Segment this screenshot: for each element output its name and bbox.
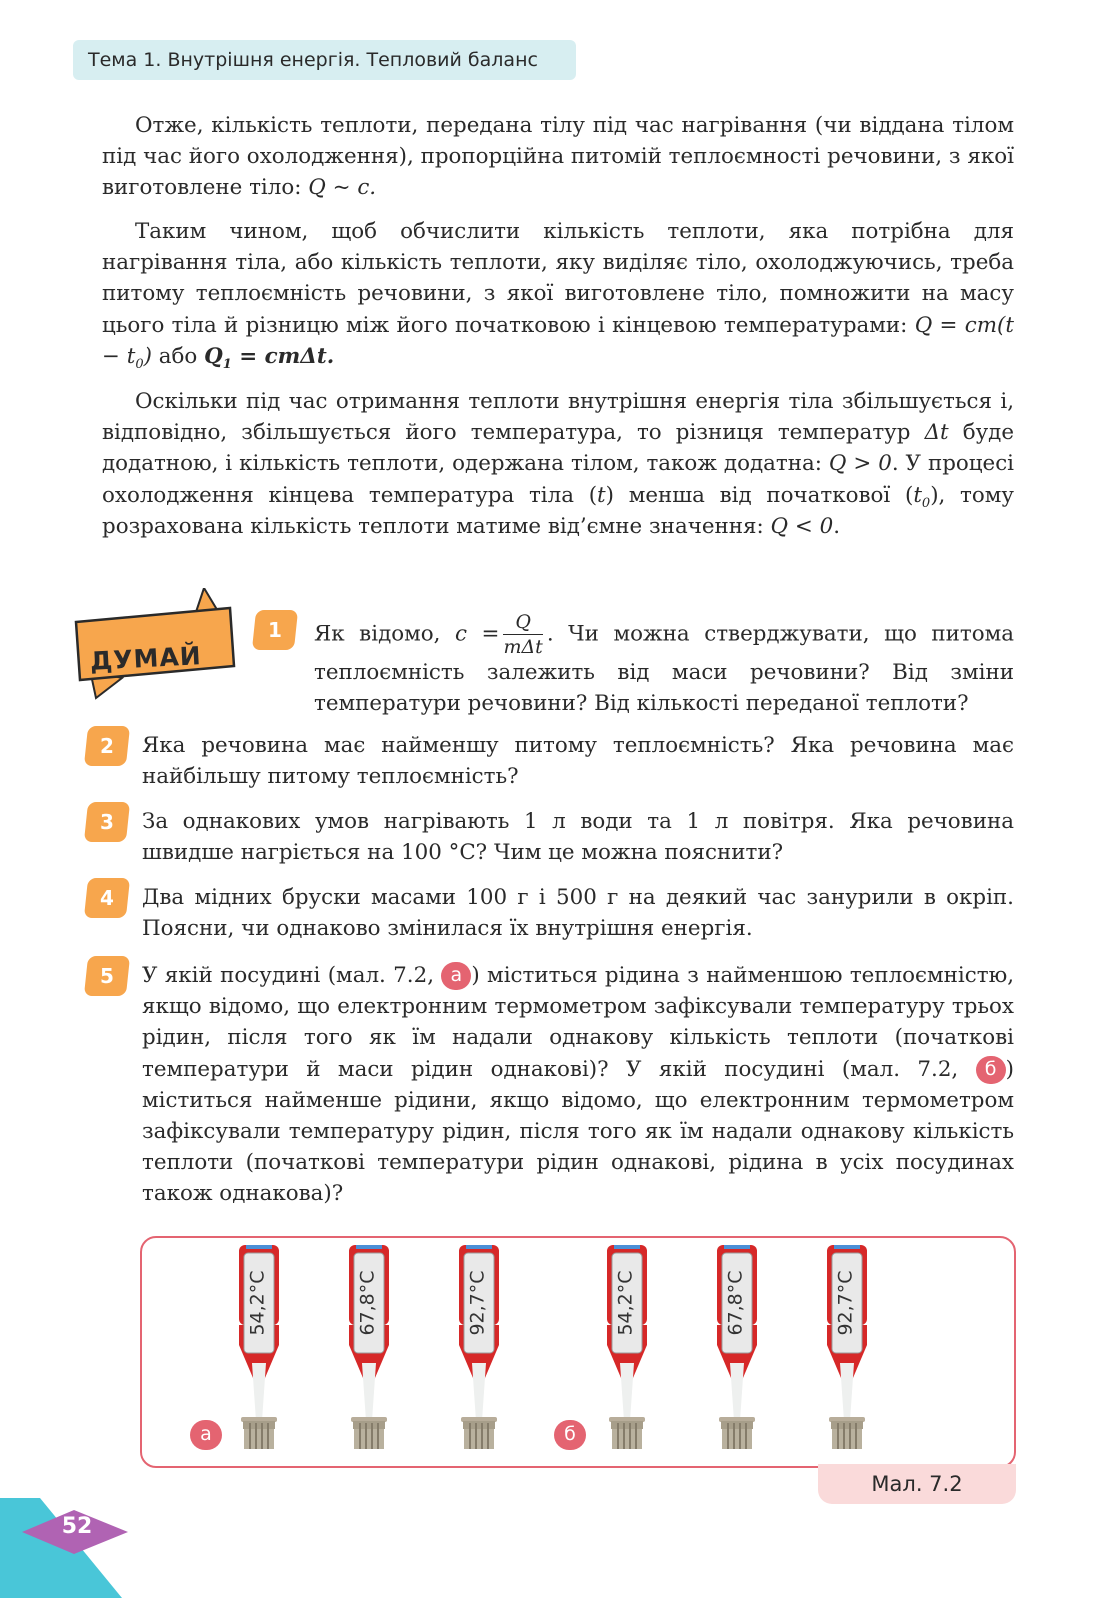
question-1: Як відомо, c = $\frac{Q}{\text{mΔt}}$ . Чи можна стверджувати, що питома теплоємність залежить від маси речовини? Від зміни температури речовини? Від кількості переданої теплоти? [314,611,1015,717]
formula-q-positive: Q > 0 [828,451,892,477]
page-number: 52 [61,1514,93,1539]
figure-caption: Мал. 7.2 [818,1464,1016,1504]
formula-q-negative: Q < 0 [770,513,834,539]
thermometer-reading: 92,7°C [835,1270,858,1336]
thermometer-1 [238,1245,288,1450]
figure-label-b: б [554,1420,586,1450]
fraction-q-over-mdt: $\frac{Q}{\text{mΔt}}$ [503,611,543,658]
figure-label-a: а [190,1420,222,1450]
formula-q-cm: $Q = cm(t - t_0)$ [102,312,1014,372]
thermometer-5 [716,1245,766,1450]
formula-c-eq: c = [454,621,500,647]
badge-a: а [441,962,471,990]
word-or: або [151,343,205,369]
think-label: ДУМАЙ [89,641,203,676]
thermometer-reading: 67,8°C [357,1270,380,1336]
thermometer-reading: 54,2°C [615,1270,638,1336]
thermometer-4 [606,1245,656,1450]
formula-q1-cmdt: $Q_1 = cm\Delta t$. [204,343,335,372]
question-4: Два мідних бруски масами 100 г і 500 г на деякий час занурили в окріп. Поясни, чи однаково змінилася їх внутрішня енергія. [142,885,1014,942]
question-number-2: 2 [84,726,130,766]
paragraph-1-text: Отже, кількість теплоти, передана тілу під час нагрівання (чи віддана тілом під час його охолодження), пропорційна питомій теплоємності речовини, з якої виготовлене тіло: [102,113,1014,201]
formula-q-proportional-c: Q ~ c. [308,175,377,201]
page-corner-decoration-icon [0,1498,130,1598]
thermometer-reading: 54,2°C [247,1270,270,1336]
paragraph-3: Оскільки під час отримання теплоти внутрішня енергія тіла збільшується і, відповідно, збільшується його температура, то різниця температур Δt буде додатною, і кількість теплоти, одержана тілом, також додатна: Q > 0. У процесі охолодження кінцева температура тіла (t) менша від початкової $(t_0)$, тому розрахована кількість теплоти матиме від’ємне значення: Q < 0. [102,389,1015,539]
question-number-4: 4 [84,878,130,918]
question-number-5: 5 [84,956,130,996]
question-3: За однакових умов нагрівають 1 л води та 1 л повітря. Яка речовина швидше нагріється на 100 °С? Чим це можна пояснити? [142,809,1014,866]
paragraph-2-text: Таким чином, щоб обчислити кількість теплоти, яка потрібна для нагрівання тіла, або кількість теплоти, яку виділяє тіло, охолоджуючись, треба питому теплоємність речовини, з якої виготовлене тіло, помножити на масу цього тіла й різницю між його початковою і кінцевою температурами: [102,219,1014,338]
paragraph-2 [102,216,1014,372]
thermometer-6 [826,1245,876,1450]
thermometer-reading: 92,7°C [467,1270,490,1336]
question-number-1: 1 [252,610,298,650]
paragraph-1 [102,110,1014,204]
thermometer-2 [348,1245,398,1450]
question-5: У якій посудині (мал. 7.2, а ) міститься рідина з найменшою теплоємністю, якщо відомо, що електронним термометром зафіксували температуру трьох рідин, після того як їм надали однакову кількість теплоти (початкові температури й маси рідин однакові)? У якій посудині (мал. 7.2, б ) міститься найменше рідини, якщо відомо, що електронним термометром зафіксували температуру рідин, після того як їм надали однакову кількість теплоти (початкові температури рідин однакові, рідина в усіх посудинах також однакова)? [142,963,1014,1207]
formula-delta-t: Δt [924,420,949,446]
thermometer-3 [458,1245,508,1450]
question-number-3: 3 [84,802,130,842]
badge-b: б [976,1056,1006,1084]
question-2: Яка речовина має найменшу питому теплоємність? Яка речовина має найбільшу питому теплоємність? [142,733,1014,790]
thermometer-reading: 67,8°C [725,1270,748,1336]
topic-header: Тема 1. Внутрішня енергія. Тепловий баланс [73,40,576,80]
